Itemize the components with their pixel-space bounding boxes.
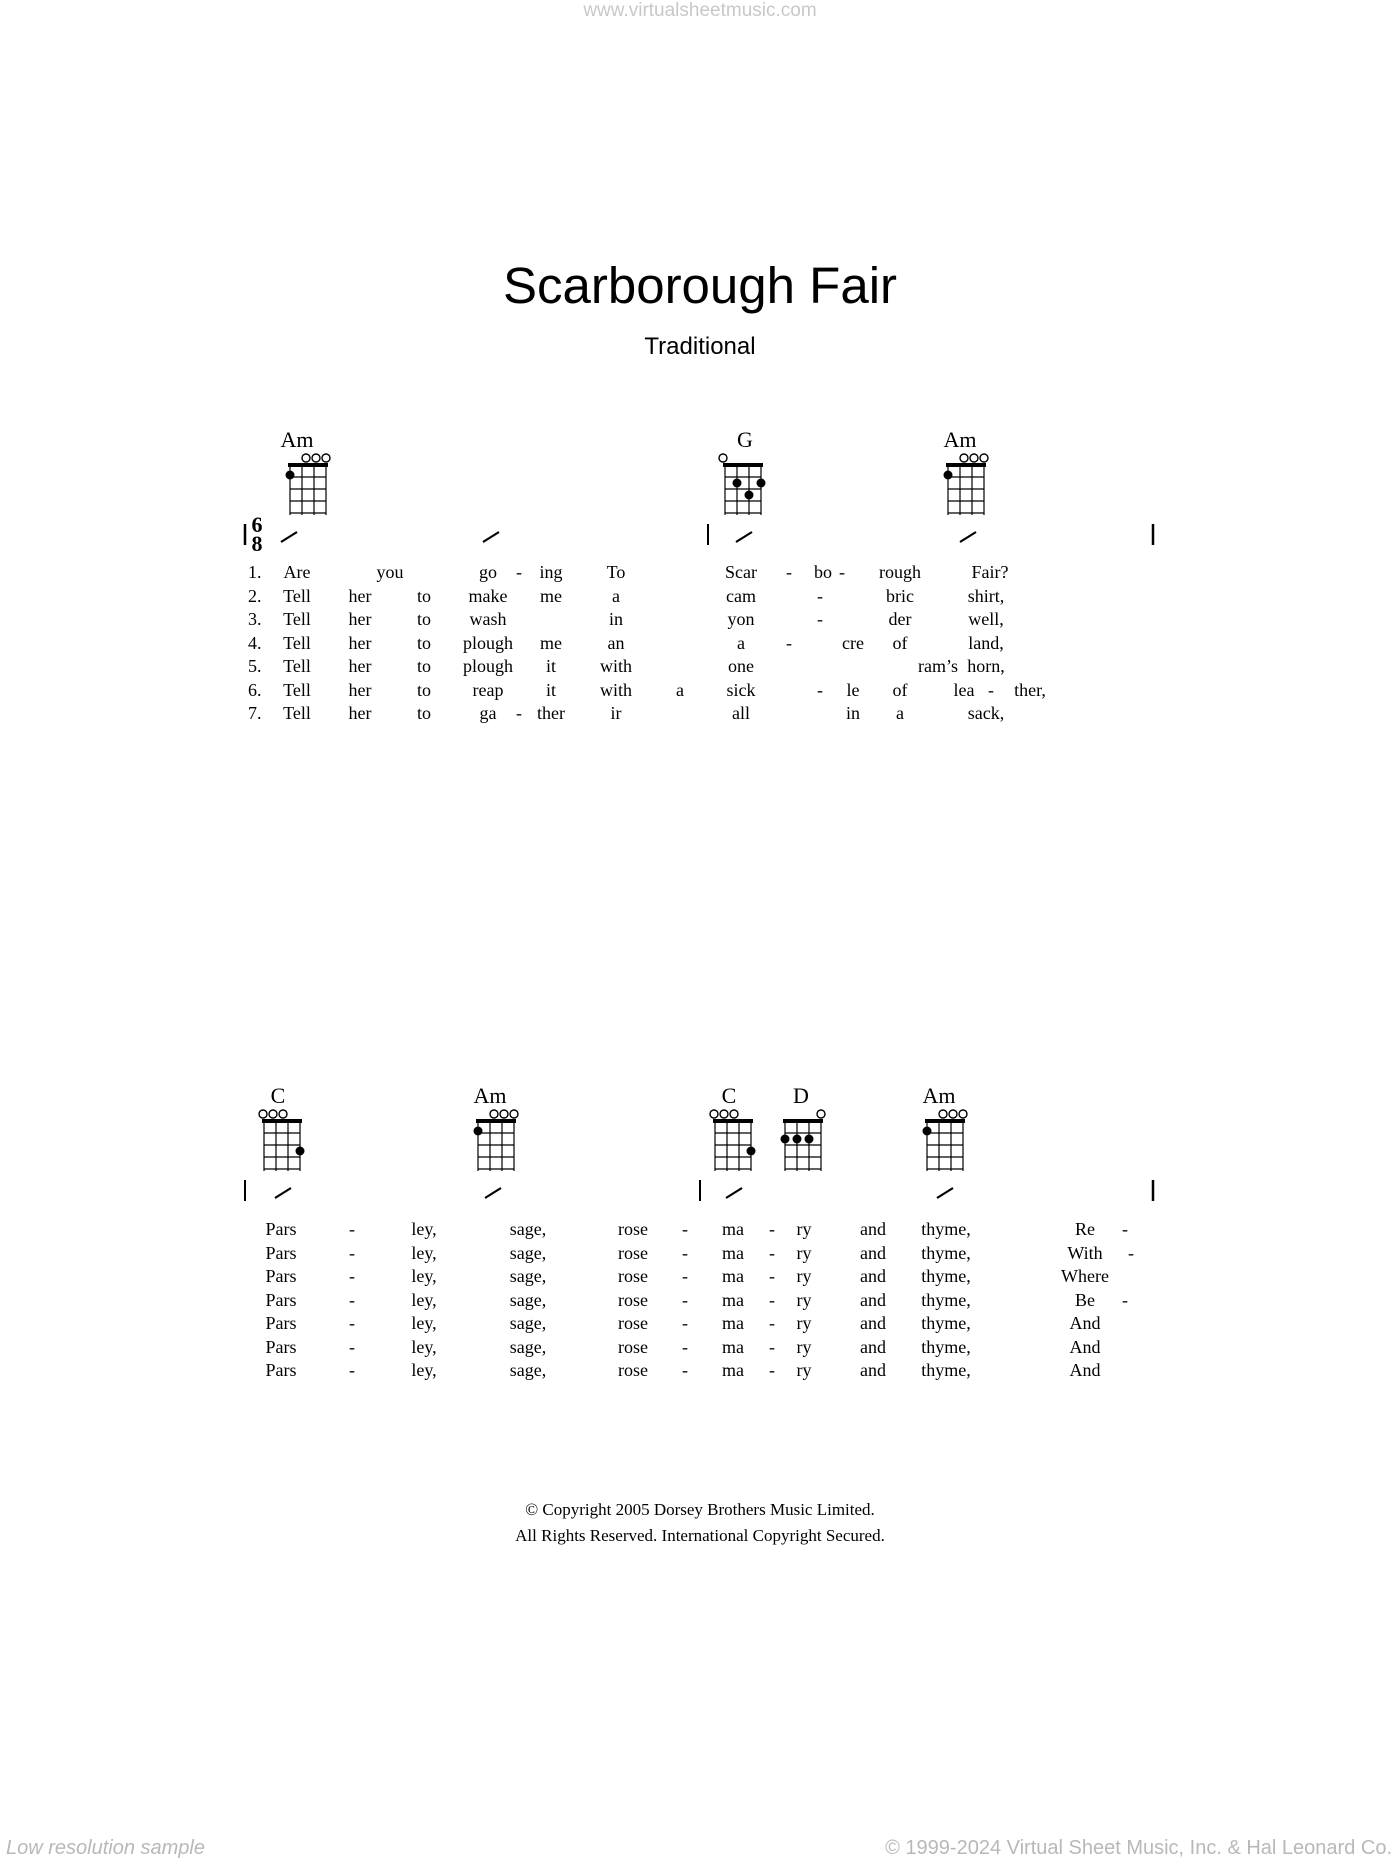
lyric-syllable: plough	[462, 656, 514, 676]
lyric-syllable: a	[737, 632, 745, 653]
hyphen: -	[769, 1360, 775, 1380]
hyphen: -	[349, 1266, 355, 1286]
lyric-syllable: ir	[610, 703, 622, 723]
hyphen: -	[516, 703, 522, 723]
lyric-syllable: ma	[722, 1336, 744, 1357]
lyric-syllable: with	[599, 679, 633, 700]
lyric-syllable: to	[416, 703, 432, 723]
lyric-syllable: rose	[618, 1289, 648, 1310]
verse-number: 5.	[248, 656, 262, 676]
hyphen: -	[839, 562, 845, 582]
verse-row-4	[0, 631, 1400, 655]
lyric-syllable: And	[1069, 1313, 1101, 1333]
lyric-syllable: ley,	[411, 1313, 437, 1333]
lyric-syllable: ley,	[411, 1289, 437, 1310]
chord-name: D	[793, 1083, 809, 1108]
lyric-syllable: ram’s	[918, 656, 958, 676]
verse-number: 1.	[248, 562, 262, 582]
lyric-syllable: rose	[618, 1313, 648, 1333]
lyric-syllable: a	[676, 679, 684, 700]
lyric-syllable: thyme,	[921, 1313, 971, 1333]
chord-name: C	[721, 1083, 737, 1108]
lyric-syllable: ma	[722, 1289, 744, 1310]
hyphen: -	[769, 1242, 775, 1263]
hyphen: -	[349, 1313, 355, 1333]
hyphen: -	[817, 609, 823, 629]
lyric-syllable: ley,	[411, 1336, 437, 1357]
hyphen: -	[769, 1336, 775, 1357]
hyphen: -	[769, 1219, 775, 1239]
hyphen: -	[682, 1336, 688, 1357]
lyric-syllable: and	[860, 1360, 886, 1380]
lyric-syllable: cre	[842, 632, 864, 653]
time-signature-denominator: 8	[251, 531, 263, 556]
lyric-syllable: ley,	[411, 1219, 437, 1239]
lyric-syllable: well,	[968, 609, 1004, 629]
lyric-syllable: to	[416, 609, 432, 629]
lyric-syllable: Pars	[265, 1266, 297, 1286]
lyric-syllable: rose	[618, 1266, 648, 1286]
lyric-syllable: With	[1067, 1242, 1103, 1263]
lyric-syllable: ther,	[1014, 679, 1046, 700]
hyphen: -	[769, 1289, 775, 1310]
lyric-syllable: horn,	[967, 656, 1005, 676]
verse-row-6	[0, 678, 1400, 702]
lyric-syllable: a	[612, 585, 620, 606]
site-copyright: © 1999-2024 Virtual Sheet Music, Inc. & Hal Leonard Co.	[885, 1837, 1392, 1859]
lyric-syllable: Tell	[283, 656, 311, 676]
lyric-syllable: bric	[886, 585, 914, 606]
copyright-line-2: All Rights Reserved. International Copyright Secured.	[515, 1526, 885, 1545]
lyric-syllable: Tell	[283, 585, 311, 606]
lyric-syllable: To	[606, 562, 626, 582]
lyric-syllable: to	[416, 632, 432, 653]
hyphen: -	[1122, 1289, 1128, 1310]
watermark-url: www.virtualsheetmusic.com	[583, 0, 817, 21]
chorus-row-7	[0, 1358, 1400, 1382]
lyric-syllable: ry	[796, 1313, 812, 1333]
lyric-syllable: sage,	[509, 1336, 547, 1357]
lyric-syllable: ma	[722, 1313, 744, 1333]
lyric-syllable: it	[545, 679, 557, 700]
lyric-syllable: and	[860, 1336, 886, 1357]
lyric-syllable: sage,	[509, 1242, 547, 1263]
time-signature-numerator: 6	[251, 512, 263, 537]
song-title: Scarborough Fair	[502, 257, 898, 314]
lyric-syllable: to	[416, 679, 432, 700]
hyphen: -	[349, 1336, 355, 1357]
lyric-syllable: ry	[796, 1360, 812, 1380]
lyric-syllable: rough	[879, 562, 921, 582]
lyric-syllable: and	[860, 1313, 886, 1333]
lyric-syllable: Scar	[725, 562, 757, 582]
lyric-syllable: thyme,	[921, 1242, 971, 1263]
lyric-syllable: ma	[722, 1360, 744, 1380]
low-resolution-notice: Low resolution sample	[6, 1837, 205, 1859]
lyric-syllable: you	[376, 562, 404, 582]
composer: Traditional	[644, 333, 756, 360]
lyric-syllable: her	[348, 632, 372, 653]
lyric-syllable: Pars	[265, 1336, 297, 1357]
lyric-syllable: with	[599, 656, 633, 676]
lyric-syllable: one	[728, 656, 754, 676]
chorus-row-3	[0, 1264, 1400, 1288]
lyric-syllable: thyme,	[921, 1336, 971, 1357]
hyphen: -	[682, 1313, 688, 1333]
lyric-syllable: sage,	[509, 1219, 547, 1239]
lyric-syllable: ing	[539, 562, 563, 582]
lyric-syllable: yon	[727, 609, 755, 629]
lyric-syllable: make	[468, 585, 508, 606]
lyric-syllable: ley,	[411, 1242, 437, 1263]
lyric-syllable: Are	[283, 562, 311, 582]
verse-number: 3.	[248, 609, 262, 629]
verse-row-1	[0, 560, 1400, 584]
verse-number: 6.	[248, 679, 262, 700]
chorus-row-1	[0, 1217, 1400, 1241]
lyric-syllable: ley,	[411, 1266, 437, 1286]
hyphen: -	[682, 1289, 688, 1310]
lyric-syllable: ther	[537, 703, 565, 723]
lyric-syllable: sage,	[509, 1313, 547, 1333]
lyric-syllable: Pars	[265, 1289, 297, 1310]
verse-number: 7.	[248, 703, 262, 723]
chord-name: Am	[473, 1083, 507, 1108]
verse-row-5	[0, 654, 1400, 678]
lyric-syllable: Fair?	[971, 562, 1009, 582]
lyric-syllable: rose	[618, 1242, 648, 1263]
hyphen: -	[682, 1219, 688, 1239]
chorus-row-2	[0, 1241, 1400, 1265]
hyphen: -	[786, 562, 792, 582]
chorus-row-6	[0, 1335, 1400, 1359]
lyric-syllable: rose	[618, 1219, 648, 1239]
lyric-syllable: it	[545, 656, 557, 676]
hyphen: -	[349, 1289, 355, 1310]
hyphen: -	[769, 1313, 775, 1333]
lyric-syllable: le	[846, 679, 860, 700]
lyric-syllable: of	[892, 679, 908, 700]
lyric-syllable: an	[607, 632, 625, 653]
lyric-syllable: in	[845, 703, 861, 723]
lyric-syllable: ry	[796, 1219, 812, 1239]
hyphen: -	[349, 1242, 355, 1263]
chorus-row-5	[0, 1311, 1400, 1335]
lyric-syllable: ry	[796, 1289, 812, 1310]
chord-name: Am	[280, 427, 314, 452]
lyric-syllable: land,	[968, 632, 1004, 653]
lyric-syllable: me	[540, 585, 562, 606]
lyric-syllable: to	[416, 585, 432, 606]
lyric-syllable: reap	[472, 679, 504, 700]
hyphen: -	[349, 1219, 355, 1239]
lyric-syllable: And	[1069, 1360, 1101, 1380]
lyric-syllable: a	[896, 703, 904, 723]
lyric-syllable: bo	[814, 562, 832, 582]
lyric-syllable: ry	[796, 1266, 812, 1286]
lyric-syllable: and	[860, 1242, 886, 1263]
lyric-syllable: her	[348, 585, 372, 606]
lyric-syllable: thyme,	[921, 1360, 971, 1380]
lyric-syllable: shirt,	[967, 585, 1005, 606]
lyric-syllable: sage,	[509, 1289, 547, 1310]
time-signature	[249, 512, 265, 556]
hyphen: -	[817, 585, 823, 606]
lyric-syllable: go	[479, 562, 497, 582]
hyphen: -	[988, 679, 994, 700]
lyric-syllable: in	[608, 609, 624, 629]
lyric-syllable: to	[416, 656, 432, 676]
verse-row-2	[0, 584, 1400, 608]
lyric-syllable: Tell	[283, 703, 311, 723]
lyric-syllable: rose	[618, 1360, 648, 1380]
hyphen: -	[516, 562, 522, 582]
lyric-syllable: thyme,	[921, 1219, 971, 1239]
lyric-syllable: her	[348, 679, 372, 700]
lyric-syllable: Tell	[283, 609, 311, 629]
lyric-syllable: cam	[726, 585, 756, 606]
lyric-syllable: ma	[722, 1219, 744, 1239]
hyphen: -	[786, 632, 792, 653]
lyric-syllable: ma	[722, 1242, 744, 1263]
verse-number: 4.	[248, 632, 262, 653]
hyphen: -	[349, 1360, 355, 1380]
chord-name: C	[270, 1083, 286, 1108]
lyric-syllable: Pars	[265, 1219, 297, 1239]
lyric-syllable: Where	[1061, 1266, 1109, 1286]
chorus-row-4	[0, 1288, 1400, 1312]
hyphen: -	[682, 1360, 688, 1380]
hyphen: -	[1122, 1219, 1128, 1239]
lyric-syllable: Re	[1075, 1219, 1095, 1239]
lyric-syllable: ga	[479, 703, 497, 723]
lyric-syllable: me	[540, 632, 562, 653]
lyric-syllable: wash	[469, 609, 507, 629]
lyric-syllable: ry	[796, 1336, 812, 1357]
lyric-syllable: and	[860, 1289, 886, 1310]
lyric-syllable: sage,	[509, 1360, 547, 1380]
verse-row-7	[0, 701, 1400, 725]
hyphen: -	[817, 679, 823, 700]
lyric-syllable: her	[348, 609, 372, 629]
lyric-syllable: Tell	[283, 679, 311, 700]
lyric-syllable: Be	[1075, 1289, 1095, 1310]
lyric-syllable: sage,	[509, 1266, 547, 1286]
lyric-syllable: and	[860, 1266, 886, 1286]
lyric-syllable: And	[1069, 1336, 1101, 1357]
hyphen: -	[769, 1266, 775, 1286]
rhythm-slash-line	[0, 520, 1400, 560]
lyric-syllable: thyme,	[921, 1289, 971, 1310]
verse-row-3	[0, 607, 1400, 631]
lyric-syllable: ma	[722, 1266, 744, 1286]
lyric-syllable: plough	[462, 632, 514, 653]
rhythm-slash-line-2	[0, 1176, 1400, 1216]
lyric-syllable: all	[732, 703, 750, 723]
lyric-syllable: Pars	[265, 1360, 297, 1380]
hyphen: -	[1128, 1242, 1134, 1263]
copyright-line-1: © Copyright 2005 Dorsey Brothers Music Limited.	[525, 1500, 875, 1519]
verse-number: 2.	[248, 585, 262, 606]
lyric-syllable: sick	[726, 679, 756, 700]
hyphen: -	[682, 1266, 688, 1286]
lyric-syllable: of	[892, 632, 908, 653]
lyric-syllable: and	[860, 1219, 886, 1239]
lyric-syllable: Pars	[265, 1313, 297, 1333]
hyphen: -	[682, 1242, 688, 1263]
lyric-syllable: ley,	[411, 1360, 437, 1380]
lyric-syllable: Tell	[283, 632, 311, 653]
lyric-syllable: her	[348, 656, 372, 676]
chord-name: G	[737, 427, 753, 452]
lyric-syllable: thyme,	[921, 1266, 971, 1286]
lyric-syllable: Pars	[265, 1242, 297, 1263]
lyric-syllable: ry	[796, 1242, 812, 1263]
lyric-syllable: her	[348, 703, 372, 723]
lyric-syllable: rose	[618, 1336, 648, 1357]
chord-name: Am	[943, 427, 977, 452]
lyric-syllable: lea	[953, 679, 975, 700]
chord-name: Am	[922, 1083, 956, 1108]
lyric-syllable: sack,	[967, 703, 1005, 723]
lyric-syllable: der	[888, 609, 912, 629]
